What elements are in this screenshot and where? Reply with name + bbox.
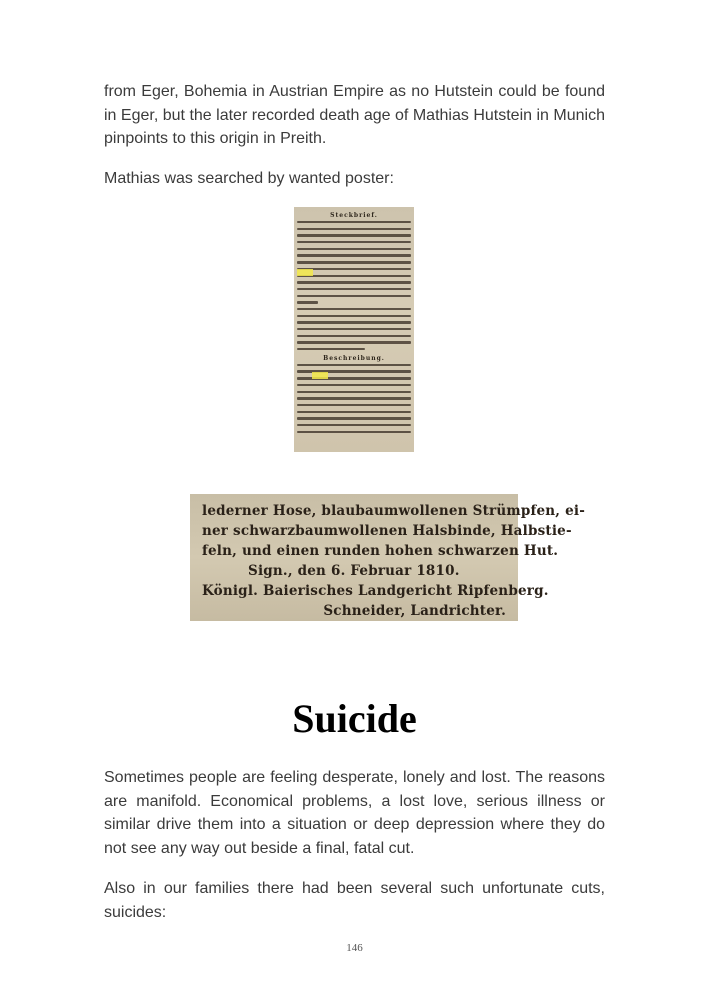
- body-paragraph-suicide-intro: Sometimes people are feeling desperate, lonely and lost. The reasons are manifold. Economical problems, a lost love, serious illness or similar drive them into a situation or deep depression where they do not see any way out beside a final, fatal cut.: [104, 769, 605, 857]
- wanted-poster-scan: [294, 207, 414, 452]
- body-paragraph-origin: from Eger, Bohemia in Austrian Empire as no Hutstein could be found in Eger, but the later recorded death age of Mathias Hutstein in Munich pinpoints to this origin in Preith.: [104, 83, 605, 147]
- poster-highlight-name: [297, 269, 313, 276]
- section-heading: Suicide: [292, 696, 417, 741]
- snippet-line: Schneider, Landrichter.: [323, 603, 506, 619]
- poster-subheading: Beschreibung.: [323, 354, 385, 362]
- snippet-line: lederner Hose, blaubaumwollenen Strümpfen, ei-: [202, 503, 586, 519]
- body-paragraph-wanted-poster-intro: Mathias was searched by wanted poster:: [104, 170, 394, 187]
- poster-heading: Steckbrief.: [330, 212, 378, 219]
- poster-signature-scan: [190, 494, 586, 621]
- snippet-line: Sign., den 6. Februar 1810.: [248, 563, 460, 579]
- snippet-line: Königl. Baierisches Landgericht Ripfenberg.: [202, 583, 549, 599]
- snippet-line: feln, und einen runden hohen schwarzen Hut.: [202, 543, 559, 559]
- page-number: 146: [346, 942, 363, 954]
- body-paragraph-family-suicides: Also in our families there had been several such unfortunate cuts, suicides:: [104, 880, 605, 921]
- poster-highlight-name-2: [312, 372, 328, 379]
- snippet-line: ner schwarzbaumwollenen Halsbinde, Halbstie-: [202, 523, 572, 539]
